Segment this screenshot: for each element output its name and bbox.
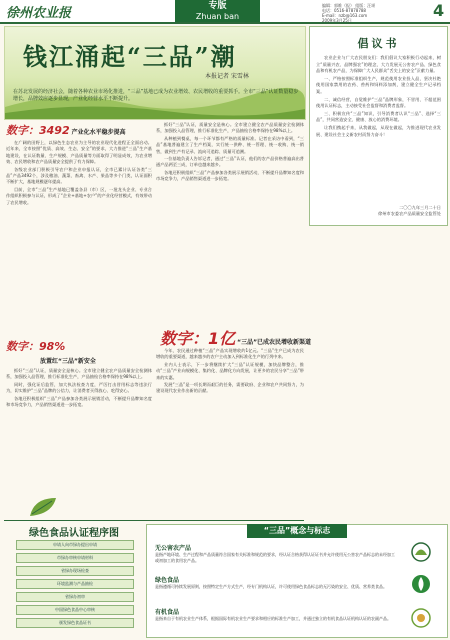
certification-flow (16, 540, 134, 631)
sign-date: 二〇〇九年三月二十日 (399, 205, 441, 210)
paragraph: 抓好“三品”认证，质量安全是核心。全市建立健全农产品质量安全检测体系，加强投入品管理，推行标准化生产，产品抽检合格率保持在98%以上。 (6, 368, 152, 380)
divider (4, 520, 304, 521)
subhead-number: 数字：1亿 (160, 329, 236, 348)
flow-step: 省绿办现场检查 (16, 566, 134, 576)
concept-body: 是指遵循可持续发展原则，按照特定生产方式生产，经专门机构认证，许可使用绿色食品标志的无污染的安全、优质、营养类食品。 (155, 584, 387, 589)
concepts-box (146, 524, 448, 638)
section-band (175, 0, 260, 22)
article-column-2 (156, 122, 304, 320)
paragraph: 各级农业部门积极引导农户和企业申报认证，全市已累计认证各类“三品”产品3492个，涉及粮油、蔬菜、畜禽、水产、果品等多个门类，认证面积不断扩大，基地规模逐年提高。 (6, 166, 152, 185)
proposal-signature (316, 205, 441, 217)
subhead-title: “三品”已成农民增收新渠道 (237, 339, 312, 346)
byline: 本报记者 宋雪林 (205, 73, 249, 80)
article-column-1b (6, 368, 152, 514)
page-number: 4 (433, 1, 445, 20)
flow-step: 省绿办初审 (16, 592, 134, 602)
paragraph: 从种植到餐桌，每一个环节都有严格的质量标准。记者在采访中看到，“三品”基地普遍建立了生产档案，实行统一供种、统一管理、统一收购、统一销售，做到生产有记录、流向可追踪、质量可追溯。 (156, 135, 304, 154)
paragraph: 三、积极宣传“三品”知识，引导消费者认识“三品”、选择“三品”，共同营造安全、健康、放心的消费环境。 (316, 110, 441, 123)
subhead-3492 (6, 122, 126, 138)
paragraph: 同时，强化证后监管，加大执法检查力度，严厉打击冒用标志等违法行为，切实维护“三品”品牌的公信力，让消费者买得放心、吃得安心。 (6, 381, 152, 394)
paragraph: 一位基地负责人告诉记者，通过“三品”认证，他们的农产品价格普遍高出普通产品两至三成，订单也越来越多。 (156, 156, 304, 168)
paragraph: 抓好“三品”认证，质量安全是核心。全市建立健全农产品质量安全检测体系，加强投入品管理，推行标准化生产，产品抽检合格率保持在98%以上。 (156, 122, 304, 134)
subhead-number: 数字：3492 (6, 124, 70, 137)
subhead-safety (40, 356, 96, 365)
flow-step: 颁发绿色食品证书 (16, 618, 134, 628)
concept-body: 是指产地环境、生产过程和产品质量符合国家有关标准和规范的要求，经认证合格获得认证证书并允许使用无公害农产品标志的未经加工或初加工的食用农产品。 (155, 552, 395, 563)
masthead-meta (322, 3, 375, 23)
paragraph: 一、严格按照标准组织生产，规范使用农业投入品，坚决杜绝使用国家禁用的农药、兽药和饲料添加剂，建立健全生产记录档案。 (316, 75, 441, 94)
flow-step: 市绿办审核申请材料 (16, 553, 134, 563)
concepts-title: “三品”概念与标志 (247, 524, 347, 538)
leaf-icon (28, 496, 58, 518)
proposal-box (309, 26, 448, 226)
proposal-title: 倡议书 (357, 37, 400, 50)
subhead-1yi (160, 326, 311, 349)
subhead-title: 放置红“三品”新安全 (40, 358, 96, 365)
article-column-1 (6, 140, 152, 330)
paragraph: 让我们携起手来，从我做起，从现在做起，为推进现代农业发展、建设社会主义新农村而努力奋斗！ (316, 124, 441, 137)
section-label: 专版 (208, 1, 227, 11)
paragraph: 目前，全市“三品”生产基地已覆盖各县（市）区，一批龙头企业、专业合作组织积极参与认证，形成了“企业+基地+农户”的产业化经营模式，有效带动了农民增收。 (6, 186, 152, 205)
subhead-number: 数字：98% (6, 340, 66, 353)
paragraph: 二、诚信经营，自觉维护“三品”品牌形象，不冒用、不超范围使用认证标志，主动接受社会监督和消费者监督。 (316, 96, 441, 109)
paragraph: 今年，农民通过种植“三品”产品实现增收约1亿元。“三品”生产已成为农民增收的重要渠道，越来越多的农户主动加入到标准化生产的行列中来。 (156, 348, 304, 360)
subhead-98 (6, 338, 67, 354)
concept-heading: 无公害农产品 (155, 545, 192, 552)
hero-banner (4, 26, 306, 120)
proposal-body (316, 55, 441, 139)
green-food-logo-icon (402, 573, 440, 595)
paragraph: 各地还积极组织“三品”产品参加各类展示展销活动，不断提升品牌知名度和市场竞争力，产品销售渠道进一步拓宽。 (6, 395, 152, 408)
concept-heading: 有机食品 (155, 609, 180, 616)
paragraph: 各地还积极组织“三品”产品参加各类展示展销活动，不断提升品牌知名度和市场竞争力，产品销售渠道进一步拓宽。 (156, 169, 304, 182)
paragraph: 发展“三品”是一项长期而艰巨的任务，需要政府、企业和农户共同努力，为建设现代农业作出新的贡献。 (156, 382, 304, 394)
pollution-free-logo-icon (402, 541, 440, 563)
subhead-title: 产业化水平稳步提高 (71, 129, 126, 136)
flow-step: 申请人向市绿办提出申请 (16, 540, 134, 550)
headline: 钱江涌起“三品”潮 (23, 42, 237, 71)
article-column-2b (156, 348, 304, 516)
concept-heading: 绿色食品 (155, 577, 180, 584)
paragraph: 在广阔的田野上，以绿色生态农业为主导的农业现代化进程正全面启动。近年来，全市按照“优质、高效、生态、安全”的要求，大力推进“三品”生产基地建设，在认证数量、生产规模、产品质量等方面取得了明显成效，为农业增效、农民增收和农产品质量安全提供了有力保障。 (6, 140, 152, 165)
paragraph: 业内人士表示，下一步将继续扩大“三品”认证规模，加快品牌整合，推动“三品”产业向规模化、集约化、品牌化方向发展，让更多的农民分享“三品”带来的实惠。 (156, 361, 304, 380)
certification-title: 绿色食品认证程序图 (29, 528, 119, 539)
newspaper-brand: 徐州农业报 (6, 6, 72, 21)
sign-org: 徐州市农委农产品质量安全监管处 (378, 211, 441, 216)
meta-line: 电话：0516-87878788 (322, 8, 366, 13)
lead-paragraph: 在苏北发展的经济社会，随着各种农业市场化推进，“三品”基地已成为农业增效、农民增收的重要抓手。全市“三品”认证数量稳步增长，品牌效应逐步显现，产业化经营水平不断提升。 (13, 89, 299, 102)
masthead (0, 0, 450, 24)
section-pinyin: Zhuan ban (195, 12, 240, 21)
flow-step: 中国绿色食品中心审核 (16, 605, 134, 615)
meta-line: 2009年3月25日 (322, 18, 352, 23)
concept-body: 是指来自于有机农业生产体系，根据国际有机农业生产要求和相应的标准生产加工，并通过独立的有机食品认证机构认证的农副产品。 (155, 616, 391, 621)
organic-food-logo-icon (402, 607, 440, 629)
meta-line: E-mail：nzb@163.com (322, 13, 368, 18)
flow-step: 环境监测与产品抽检 (16, 579, 134, 589)
paragraph: 农业企业与广大农民朋友们：我们倡议大家积极行动起来，树立“质量兴农、品牌强农”的理念，大力发展无公害农产品、绿色食品和有机农产品，为保障广大人民群众“舌尖上的安全”贡献力量。 (316, 55, 441, 74)
meta-line: 编辑：郭维（报） 组版：汪颂 (322, 3, 376, 8)
